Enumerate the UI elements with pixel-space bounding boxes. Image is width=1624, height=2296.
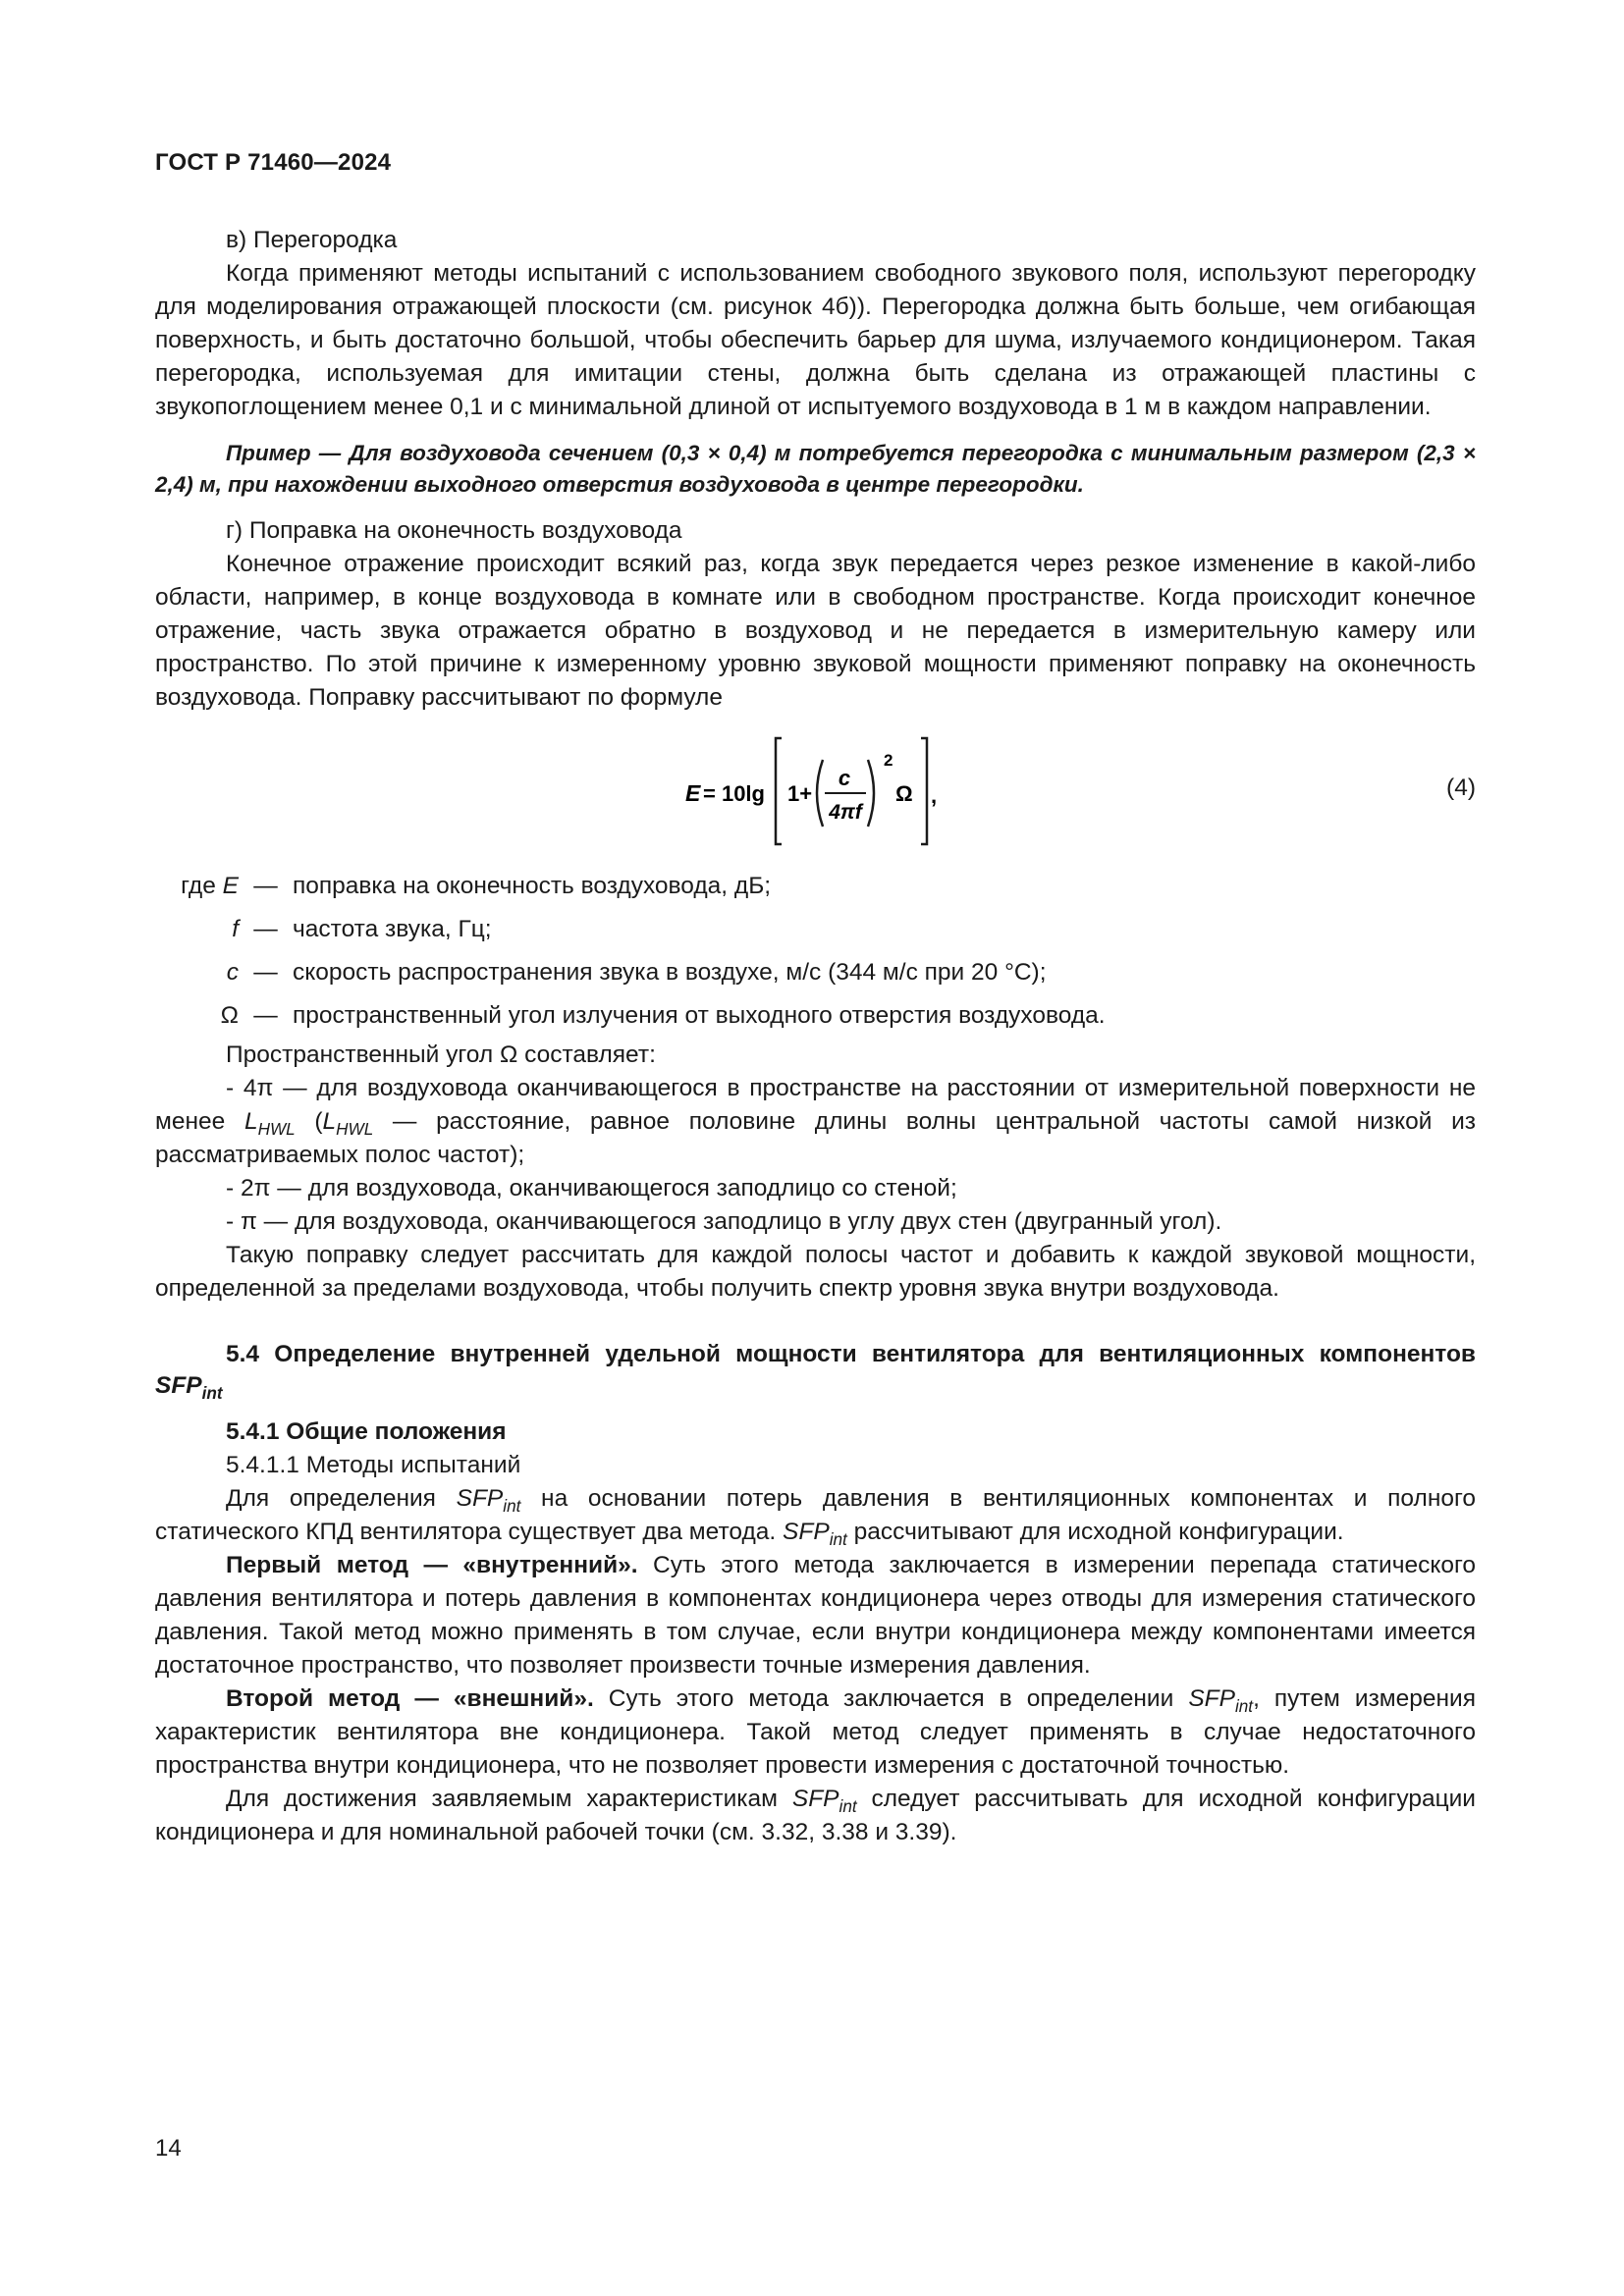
definition-symbol: f (232, 916, 239, 942)
formula-numerator: c (838, 766, 851, 790)
definition-row (155, 999, 1476, 1035)
solid-angle-item-2pi: - 2π — для воздуховода, оканчивающегося заподлицо со стеной; (226, 1175, 957, 1201)
left-bracket (776, 738, 782, 844)
declared-characteristics-paragraph: Для достижения заявляемым характеристикам $SFP_{int}$ следует рассчитывать для исходной конфигурации кондиционера и для номинальной рабочей точки (см. 3.32, 3.38 и 3.39). (155, 1786, 1476, 1845)
definition-dash: — (253, 959, 278, 986)
definition-row (155, 913, 1476, 956)
definition-dash: — (253, 873, 278, 899)
example-note: Пример — Для воздуховода сечением (0,3 × 0,4) м потребуется перегородка с минимальным размером (2,3 × 2,4) м, при нахождении выходного отверстия воздуховода в центре перегородки. (155, 441, 1476, 497)
solid-angle-item-pi: - π — для воздуховода, оканчивающегося заподлицо в углу двух стен (двугранный угол). (226, 1208, 1222, 1235)
solid-angle-item-4pi: - 4π — для воздуховода оканчивающегося в пространстве на расстоянии от измерительной поверхности не менее $L_{HWL}$ ($L_{HWL}$ — расстояние, равное половине длины волны центральной частоты самой низкой из рассматриваемых полос частот); (155, 1075, 1477, 1168)
section-5-4-heading: 5.4 Определение внутренней удельной мощности вентилятора для вентиляционных компонентов $SFP_{int}$ (155, 1341, 1476, 1403)
correction-paragraph: Такую поправку следует рассчитать для каждой полосы частот и добавить к каждой звуковой мощности, определенной за пределами воздуховода, чтобы получить спектр уровня звука внутри воздуховода. (155, 1242, 1476, 1302)
formula-4 (685, 724, 980, 852)
formula-omega: Ω (895, 781, 913, 806)
section-v-title: в) Перегородка (226, 227, 398, 253)
methods-paragraph: Для определения $SFP_{int}$ на основании потерь давления в вентиляционных компонентах и полного статического КПД вентилятора существует два метода. $SFP_{int}$ рассчитывают для исходной конфигурации. (155, 1485, 1476, 1549)
definition-text: скорость распространения звука в воздухе, м/с (344 м/с при 20 °С); (293, 959, 1047, 986)
section-5-4-1-heading: 5.4.1 Общие положения (226, 1418, 507, 1445)
document-body (155, 224, 1476, 1849)
formula-exponent: 2 (884, 751, 893, 770)
left-paren (817, 760, 823, 827)
formula-svg (685, 724, 980, 852)
definition-text: пространственный угол излучения от выходного отверстия воздуховода. (293, 1002, 1106, 1029)
section-v-paragraph: Когда применяют методы испытаний с использованием свободного звукового поля, используют перегородку для моделирования отражающей плоскости (см. рисунок 4б)). Перегородка должна быть больше, чем огибающая поверхность, и быть достаточно большой, чтобы обеспечить барьер для шума, излучаемого кондиционером. Такая перегородка, используемая для имитации стены, должна быть сделана из отражающей пластины с звукопоглощением менее 0,1 и с минимальной длиной от испытуемого воздуховода в 1 м в каждом направлении. (155, 260, 1476, 420)
formula-comma: , (931, 783, 938, 808)
right-bracket (921, 738, 927, 844)
section-5-4-1-1-heading: 5.4.1.1 Методы испытаний (226, 1452, 521, 1478)
formula-lhs: E (685, 780, 701, 806)
definition-row (155, 870, 1476, 913)
formula-block (155, 724, 1476, 852)
formula-denominator: 4πf (829, 801, 862, 824)
definition-dash: — (253, 1002, 278, 1029)
definition-dash: — (253, 916, 278, 942)
equation-number: (4) (1446, 774, 1476, 801)
definition-symbol: c (226, 959, 239, 986)
definition-symbol: где E (181, 873, 239, 899)
definitions-list (155, 870, 1476, 1035)
first-method-paragraph: Первый метод — «внутренний». Суть этого метода заключается в измерении перепада статического давления вентилятора и потерь давления в компонентах кондиционера через отводы для измерения статического давления. Такой метод можно применять в том случае, если внутри кондиционера между компонентами имеется достаточное пространство, что позволяет произвести точные измерения давления. (155, 1552, 1476, 1679)
definition-symbol: Ω (220, 1002, 239, 1029)
definition-text: поправка на оконечность воздуховода, дБ; (293, 873, 772, 899)
formula-eq: = 10lg (703, 781, 765, 806)
document-code-header: ГОСТ Р 71460—2024 (155, 149, 392, 176)
definition-row (155, 956, 1476, 999)
right-paren (868, 760, 874, 827)
definition-text: частота звука, Гц; (293, 916, 492, 942)
second-method-paragraph: Второй метод — «внешний». Суть этого метода заключается в определении $SFP_{int}$, путем измерения характеристик вентилятора вне кондиционера. Такой метод следует применять в случае недостаточного пространства внутри кондиционера, что не позволяет провести измерения с достаточной точностью. (155, 1685, 1477, 1779)
page-number: 14 (155, 2135, 182, 2162)
formula-one-plus: 1+ (787, 781, 813, 806)
section-g-title: г) Поправка на оконечность воздуховода (226, 517, 682, 544)
solid-angle-intro: Пространственный угол Ω составляет: (226, 1041, 656, 1068)
section-g-paragraph: Конечное отражение происходит всякий раз, когда звук передается через резкое изменение в какой-либо области, например, в конце воздуховода в комнате или в свободном пространстве. Когда происходит конечное отражение, часть звука отражается обратно в воздуховод и не передается в измерительную камеру или пространство. По этой причине к измеренному уровню звуковой мощности применяют поправку на оконечность воздуховода. Поправку рассчитывают по формуле (155, 551, 1476, 711)
